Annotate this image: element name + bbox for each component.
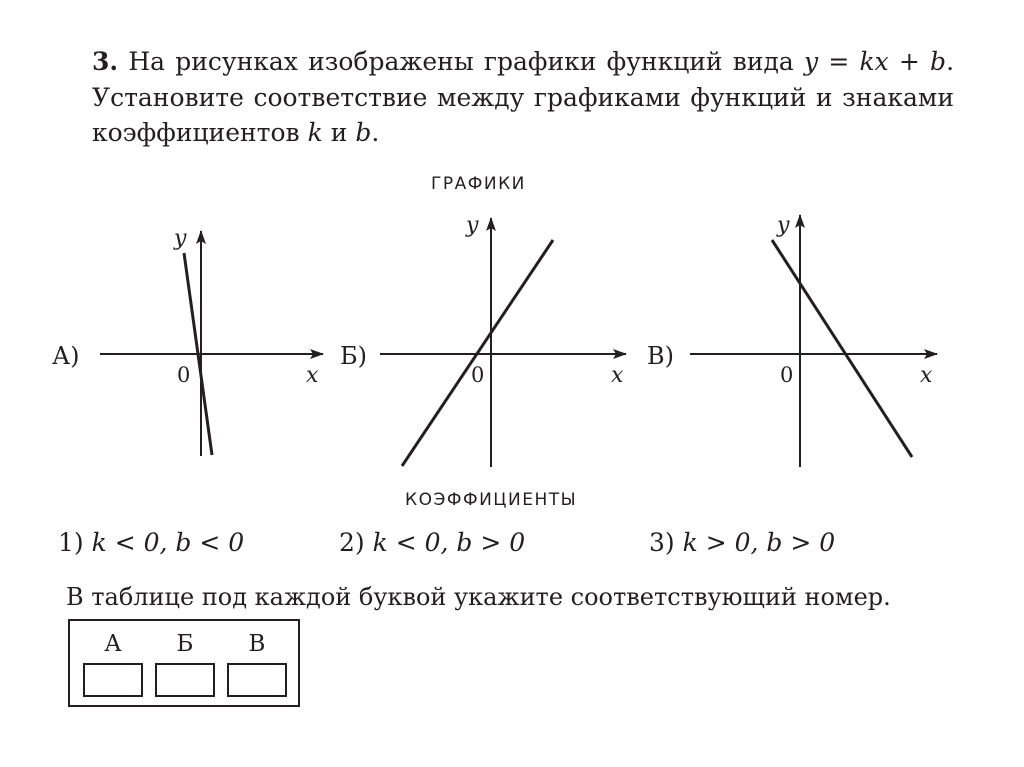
graph-c-origin: 0	[780, 363, 794, 387]
graphs-heading: ГРАФИКИ	[431, 174, 526, 194]
graph-b-y-label: y	[466, 213, 479, 238]
problem-line-3-end: .	[371, 118, 380, 147]
graph-c-x-label: x	[920, 363, 933, 388]
coefficient-option-3	[649, 528, 835, 557]
coefficient-option-1-label: 1)	[58, 528, 84, 557]
graph-c-y-label: y	[777, 213, 790, 238]
problem-line-3-text: коэффициентов	[92, 118, 300, 147]
graph-a	[52, 226, 323, 456]
coefficient-option-2-condition: k < 0, b > 0	[372, 528, 526, 557]
instruction: В таблице под каждой буквой укажите соответствующий номер.	[66, 583, 891, 611]
graph-b	[340, 213, 626, 467]
graph-b-letter: Б)	[340, 342, 367, 370]
graph-c-letter: В)	[647, 342, 674, 370]
answer-cell-c[interactable]	[227, 663, 287, 697]
coefficient-option-2	[339, 528, 525, 557]
var-b: b	[355, 118, 372, 147]
answer-column-b: Б	[176, 631, 194, 657]
problem-line-1-text: На рисунках изображены графики функций вида	[128, 47, 794, 76]
answer-column-c: В	[248, 631, 266, 657]
graph-a-x-label: x	[306, 363, 319, 388]
graph-a-origin: 0	[177, 363, 191, 387]
var-k: k	[307, 118, 323, 147]
coefficient-option-3-condition: k > 0, b > 0	[682, 528, 836, 557]
coefficient-option-2-label: 2)	[339, 528, 365, 557]
graph-c-line	[772, 240, 912, 457]
graph-a-y-label: y	[174, 226, 187, 251]
coefficient-option-1	[58, 528, 244, 557]
coefficient-option-1-condition: k < 0, b < 0	[91, 528, 245, 557]
graph-b-x-label: x	[611, 363, 624, 388]
graph-c	[647, 213, 937, 467]
coefficients-heading: КОЭФФИЦИЕНТЫ	[405, 490, 578, 510]
answer-table	[68, 619, 300, 707]
problem-line-2: Установите соответствие между графиками функций и знаками	[92, 82, 954, 112]
problem-line-1-end: .	[946, 47, 955, 76]
graph-b-origin: 0	[471, 363, 485, 387]
problem-formula: y = kx + b	[804, 47, 947, 76]
coefficient-option-3-label: 3)	[649, 528, 675, 557]
answer-column-a: А	[104, 631, 122, 657]
graph-a-letter: А)	[52, 342, 80, 370]
problem-number: 3.	[92, 47, 119, 76]
conjunction: и	[330, 118, 348, 147]
answer-cell-a[interactable]	[83, 663, 143, 697]
answer-cell-b[interactable]	[155, 663, 215, 697]
